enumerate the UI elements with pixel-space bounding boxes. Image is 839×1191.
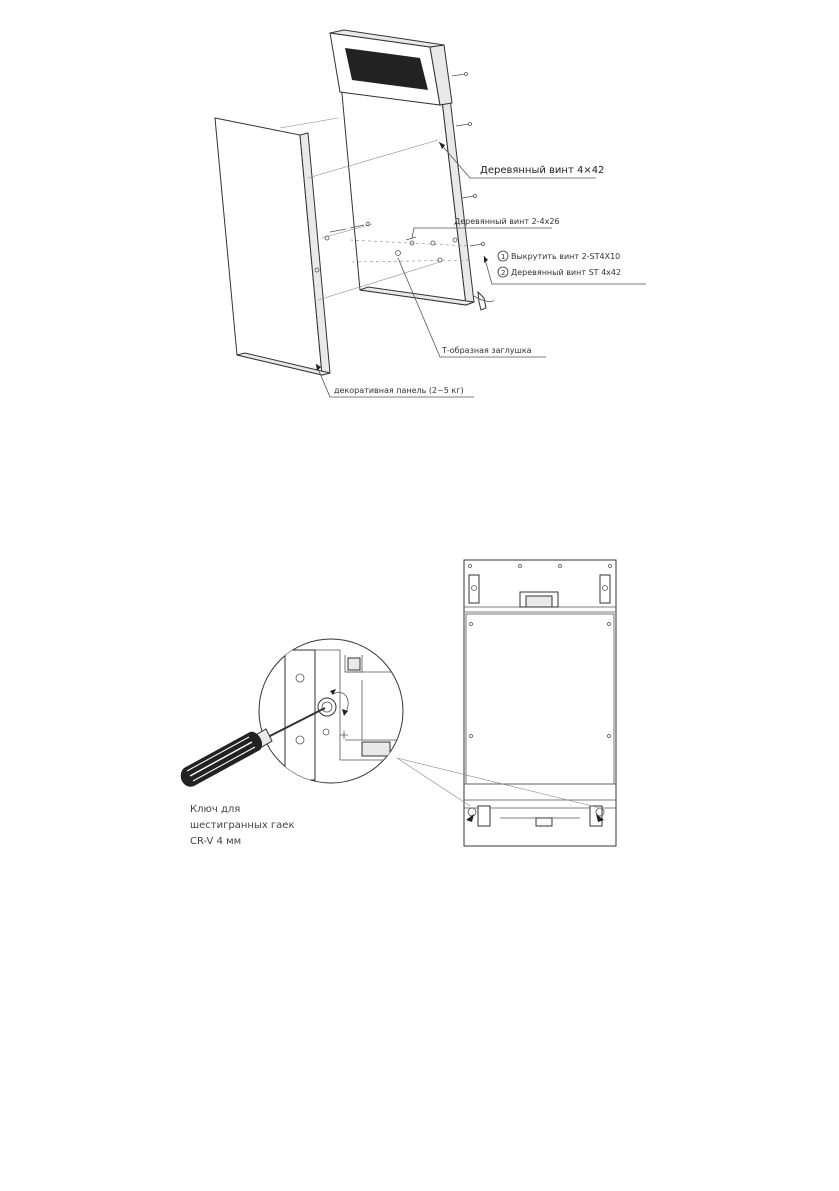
label-decor-panel: декоративная панель (2~5 кг)	[334, 386, 464, 395]
wood-screw-icon	[456, 123, 472, 127]
wood-screw-icon	[470, 243, 485, 247]
step-2-number: 2	[501, 269, 506, 277]
label-t-plug: Т-образная заглушка	[442, 346, 532, 355]
wood-screw-icon	[462, 195, 477, 199]
decorative-panel	[215, 118, 330, 375]
label-hex-key-line3: CR-V 4 мм	[190, 836, 242, 847]
label-wood-screw-4x42: Деревянный винт 4×42	[480, 165, 605, 176]
step-1-callout	[498, 251, 620, 261]
magnified-detail	[259, 639, 403, 783]
top-assembly-diagram	[215, 30, 646, 397]
label-step-2-screw: Деревянный винт ST 4x42	[511, 268, 622, 277]
step-2-callout	[498, 267, 621, 277]
step-1-number: 1	[501, 253, 506, 261]
wood-screw-icon	[452, 73, 468, 77]
label-hex-key-line2: шестигранных гаек	[190, 820, 295, 831]
label-hex-key-line1: Ключ для	[190, 804, 241, 815]
dishwasher-front-view	[464, 560, 616, 846]
label-wood-screw-2-4x26: Деревянный винт 2-4x26	[454, 217, 560, 226]
bottom-adjustment-diagram	[181, 560, 616, 847]
appliance-door	[330, 30, 494, 310]
label-step-1-unscrew: Выкрутить винт 2-ST4X10	[511, 252, 621, 261]
